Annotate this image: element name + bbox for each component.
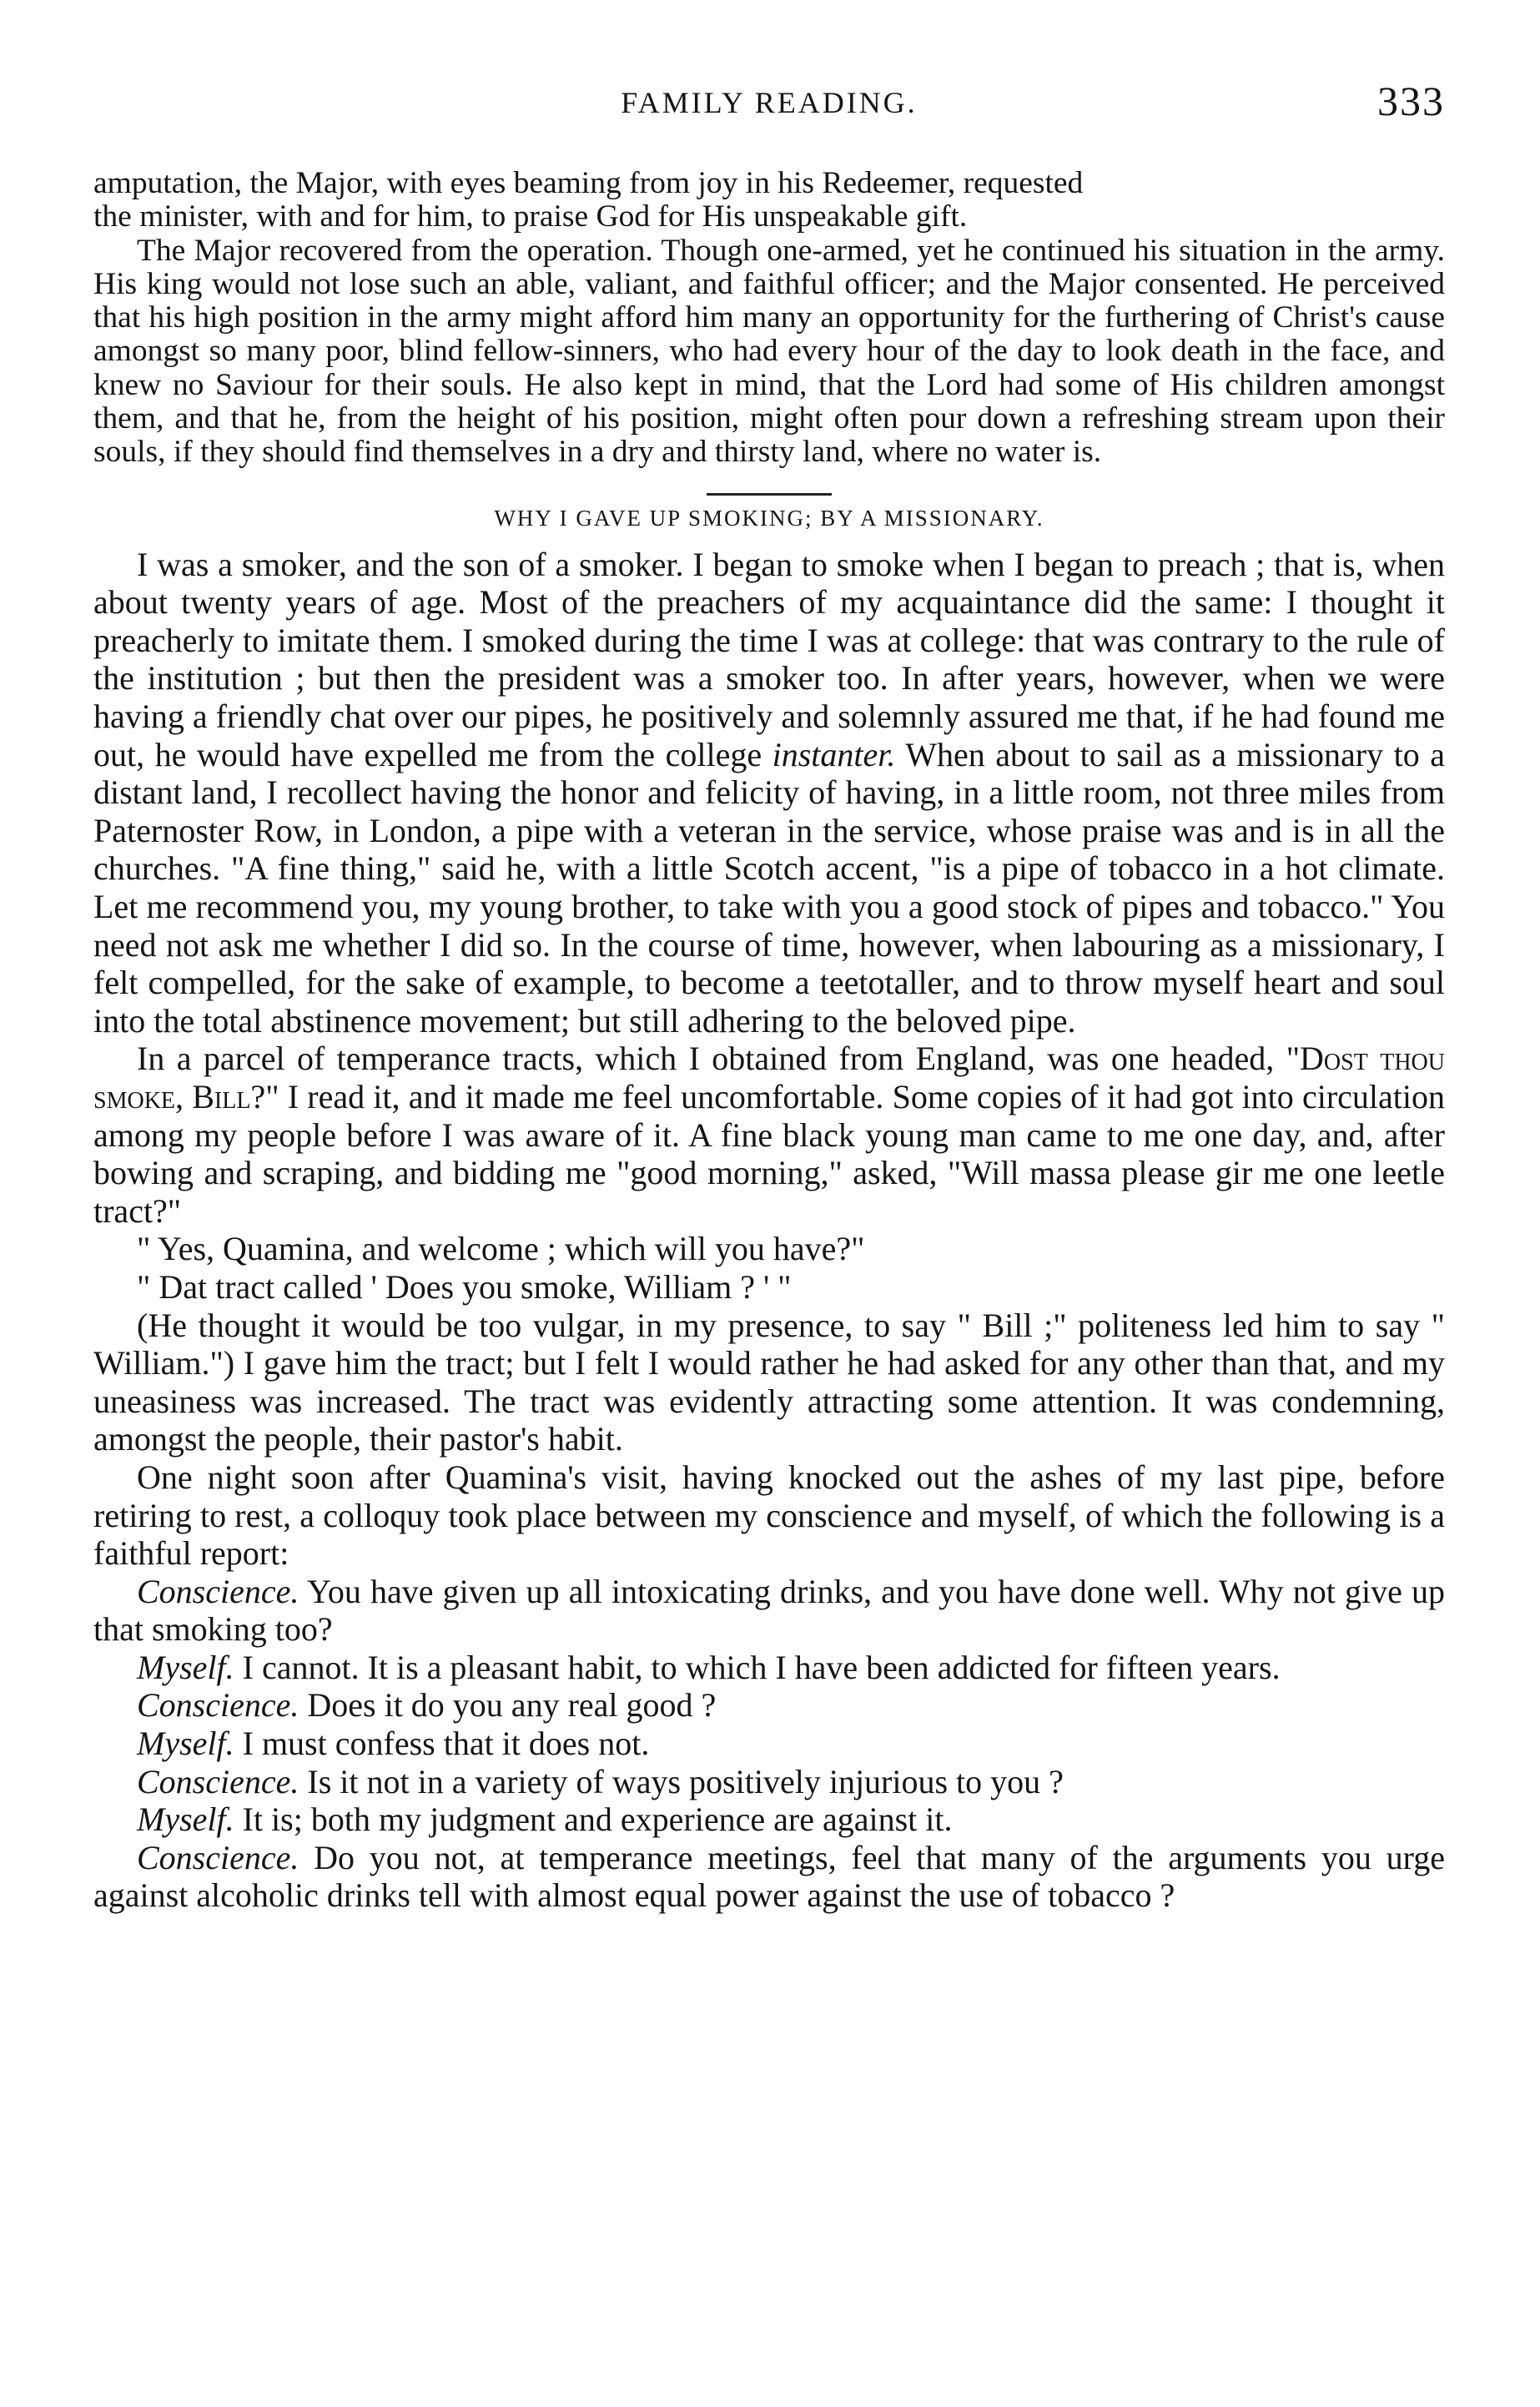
dialogue-line [93, 1649, 1445, 1687]
paragraph-colloquy: One night soon after Quamina's visit, having knocked out the ashes of my last pipe, before retiring to rest, a colloquy took place between my conscience and myself, of which the following is a faithful report: [93, 1458, 1445, 1573]
opening-line-2: the minister, with and for him, to praise God for His unspeakable gift. [93, 199, 968, 234]
page-header [93, 77, 1445, 135]
dialogue-speaker: Conscience. [137, 1838, 299, 1876]
paragraph-smoker [93, 546, 1445, 1040]
dialogue-line [93, 1573, 1445, 1649]
p2-text-a: In a parcel of temperance tracts, which I obtained from England, was one headed, " [137, 1040, 1301, 1078]
dialogue-speaker: Conscience. [137, 1686, 299, 1725]
dialogue-line [93, 1686, 1445, 1725]
story-conclusion [93, 167, 1445, 470]
dialogue-line [93, 1763, 1445, 1801]
page-number: 333 [1377, 78, 1445, 124]
dialogue-text: Does it do you any real good ? [299, 1686, 717, 1725]
dialogue-speaker: Myself. [137, 1800, 234, 1839]
paragraph-tract [93, 1040, 1445, 1230]
page-body [93, 167, 1445, 1915]
p1-italic-word: instanter. [772, 735, 896, 773]
dialogue-text: I must confess that it does not. [234, 1725, 650, 1763]
dialogue-speaker: Myself. [137, 1725, 234, 1763]
article-body [93, 546, 1445, 1915]
paragraph-politeness: (He thought it would be too vulgar, in my presence, to say " Bill ;" politeness led him to say " William.") I gave him the tract; but I felt I would rather he had asked for any other than that, and my uneasiness was increased. The tract was evidently attracting some attention. It was condemning, amongst the people, their pastor's habit. [93, 1306, 1445, 1458]
section-rule [707, 493, 832, 496]
p1-text-a: I was a smoker, and the son of a smoker. I began to smoke when I began to preach ; that is, when about twenty years of age. Most of the preachers of my acquaintance did the same: I thought it preacherly to imitate them. I smoked during the time I was at college: that was contrary to the rule of the institution ; but then the president was a smoker too. In after years, however, when we were having a friendly chat over our pipes, he positively and solemnly assured me that, if he had found me out, he would have expelled me from the college [93, 545, 1445, 773]
tract-title: Dost thou smoke, Bill? [93, 1040, 1445, 1115]
p2-text-b: " I read it, and it made me feel uncomfortable. Some copies of it had got into circulation among my people before I was aware of it. A fine black young man came to me one day, and, after bowing and scraping, and bidding me "good morning," asked, "Will massa please gir me one leetle tract?" [93, 1077, 1445, 1230]
article-heading: WHY I GAVE UP SMOKING; BY A MISSIONARY. [494, 505, 1044, 531]
dialogue-text: Is it not in a variety of ways positively injurious to you ? [299, 1762, 1064, 1800]
dialogue-line [93, 1725, 1445, 1763]
dialogue-text: It is; both my judgment and experience are against it. [234, 1800, 953, 1839]
major-paragraph: The Major recovered from the operation. Though one-armed, yet he continued his situation in the army. His king would not lose such an able, valiant, and faithful officer; and the Major consented. He perceived that his high position in the army might afford him many an opportunity for the furthering of Christ's cause amongst so many poor, blind fellow-sinners, who had every hour of the day to look death in the face, and knew no Saviour for their souls. He also kept in mind, that the Lord had some of His children amongst them, and that he, from the height of his position, might often pour down a refreshing stream upon their souls, if they should find themselves in a dry and thirsty land, where no water is. [93, 233, 1445, 470]
dialogue-line [93, 1839, 1445, 1915]
dialogue-text: I cannot. It is a pleasant habit, to which I have been addicted for fifteen years. [234, 1648, 1281, 1686]
running-head: FAMILY READING. [621, 86, 918, 119]
dialogue-speaker: Myself. [137, 1648, 234, 1686]
dialogue-text: Do you not, at temperance meetings, feel that many of the arguments you urge against alcoholic drinks tell with almost equal power against the use of tobacco ? [93, 1838, 1445, 1915]
paragraph-reply: " Yes, Quamina, and welcome ; which will you have?" [137, 1230, 865, 1268]
p1-text-b: When about to sail as a missionary to a distant land, I recollect having the honor and felicity of having, in a little room, not three miles from Paternoster Row, in London, a pipe with a veteran in the service, whose praise was and is in all the churches. "A fine thing," said he, with a little Scotch accent, "is a pipe of tobacco in a hot climate. Let me recommend you, my young brother, to take with you a good stock of pipes and tobacco." You need not ask me whether I did so. In the course of time, however, when labouring as a missionary, I felt compelled, for the sake of example, to become a teetotaller, and to throw myself heart and soul into the total abstinence movement; but still adhering to the beloved pipe. [93, 735, 1445, 1040]
paragraph-quamina: " Dat tract called ' Does you smoke, William ? ' " [137, 1267, 792, 1306]
dialogue-speaker: Conscience. [137, 1762, 299, 1800]
dialogue-line [93, 1800, 1445, 1839]
dialogue-speaker: Conscience. [137, 1572, 299, 1610]
dialogue-text: You have given up all intoxicating drinks, and you have done well. Why not give up that smoking too? [93, 1572, 1445, 1649]
opening-line-1: amputation, the Major, with eyes beaming from joy in his Redeemer, requested [93, 166, 1084, 200]
